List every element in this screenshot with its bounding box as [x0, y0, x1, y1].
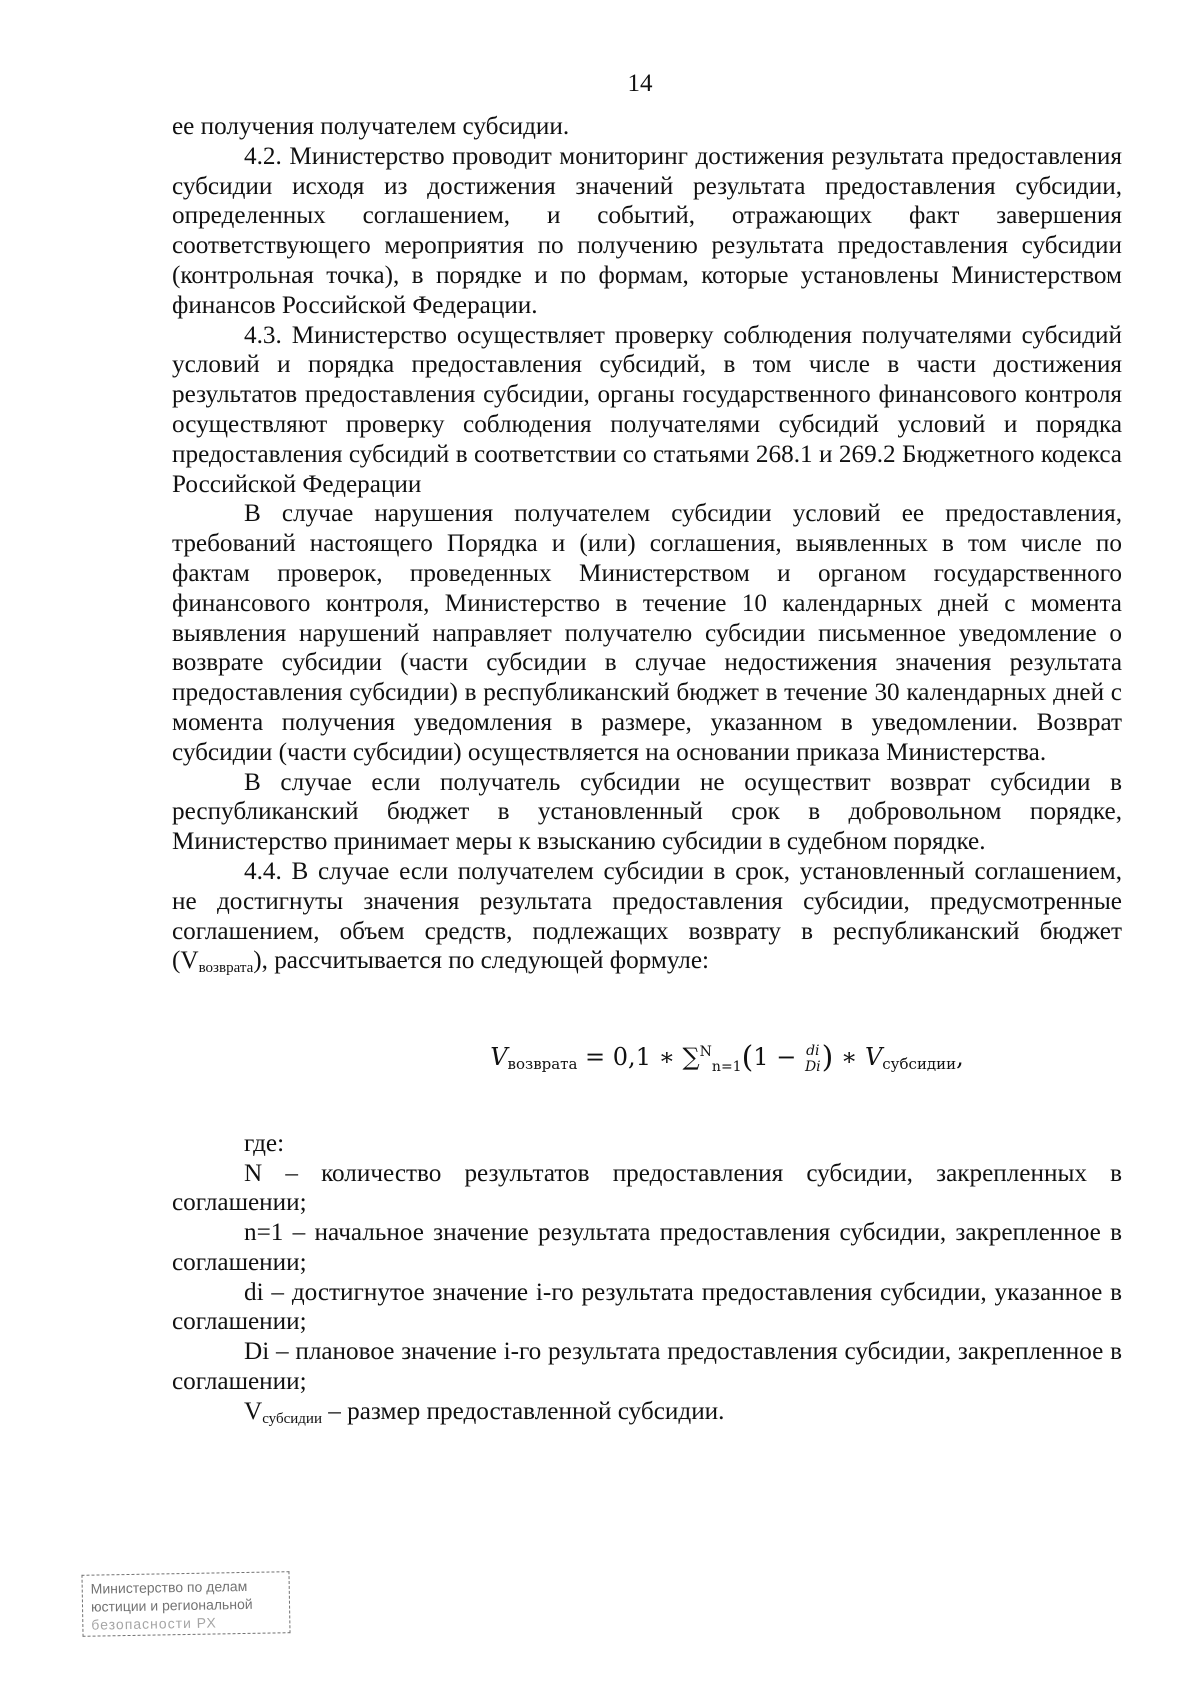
- stamp-line-2: юстиции и региональной: [90, 1595, 253, 1615]
- formula-one-minus: 1 −: [753, 1043, 804, 1072]
- paragraph-4-2: 4.2. Министерство проводит мониторинг достижения результата предоставления субсидии исходя из достижения значений результата предоставления субсидии, определенных соглашением, и событий, отражающих факт завершения соответствующего мероприятия по получению результата предоставления субсидии (контрольная точка), в порядке и по формам, которые установлены Министерством финансов Российской Федерации.: [172, 142, 1122, 319]
- formula-v-subscript: возврата: [507, 1055, 578, 1074]
- definition-Di: Di – плановое значение i-го результата предоставления субсидии, закрепленное в соглашении;: [172, 1338, 1122, 1396]
- formula-sum-upper: N: [699, 1044, 712, 1061]
- definition-di: di – достигнутое значение i-го результата предоставления субсидии, указанное в соглашении;: [172, 1278, 1122, 1336]
- definition-v-text: – размер предоставленной субсидии.: [321, 1397, 725, 1425]
- formula-equals: = 0,1 ∗: [577, 1043, 683, 1072]
- paragraph-4-4-tail: ), рассчитывается по следующей формуле:: [253, 947, 710, 975]
- formula-multiply: ∗: [833, 1043, 865, 1072]
- paragraph-4-3: 4.3. Министерство осуществляет проверку соблюдения получателями субсидий условий и порядка предоставления субсидий, в том числе в части достижения результатов предоставления субсидии, органы государственного финансового контроля осуществляют проверку соблюдения получателями субсидий условий и порядка предоставления субсидий в соответствии со статьями 268.1 и 269.2 Бюджетного кодекса Российской Федерации: [172, 321, 1122, 498]
- paragraph-court-recovery: В случае если получатель субсидии не осуществит возврат субсидии в республиканский бюджет в установленный срок в добровольном порядке, Министерство принимает меры к взысканию субсидии в судебном порядке.: [172, 768, 1122, 856]
- paragraph-4-4-text: 4.4. В случае если получателем субсидии в срок, установленный соглашением, не достигнуты значения результата предоставления субсидии, предусмотренные соглашением, объем средств, подлежащих возврату в республиканский бюджет (V: [172, 857, 1122, 975]
- registration-stamp: [81, 1571, 290, 1637]
- formula-right-paren: ): [821, 1040, 834, 1076]
- paragraph-continuation: ее получения получателем субсидии.: [172, 113, 570, 140]
- definition-n1: n=1 – начальное значение результата предоставления субсидии, закрепленное в соглашении;: [172, 1219, 1122, 1276]
- document-body: [172, 112, 1122, 1435]
- formula-numerator: di: [806, 1042, 820, 1059]
- formula-left-paren: (: [741, 1040, 754, 1076]
- formula-denominator: Di: [804, 1058, 821, 1075]
- definition-v-subscript: субсидии: [262, 1410, 322, 1427]
- stamp-line-3: безопасности РХ: [91, 1614, 217, 1633]
- definition-n: N – количество результатов предоставления субсидии, закрепленных в соглашении;: [172, 1159, 1122, 1217]
- where-label: где:: [244, 1129, 285, 1157]
- definition-v-subsidy: [172, 1397, 1122, 1435]
- formula-v-subsidy: V: [864, 1043, 883, 1072]
- formula-v-subsidy-subscript: субсидии: [882, 1055, 957, 1074]
- paragraph-4-4: [172, 857, 1122, 984]
- formula-sum-lower: n=1: [711, 1058, 742, 1075]
- stamp-line-1: Министерство по делам: [90, 1577, 248, 1597]
- page-number: 14: [627, 70, 653, 97]
- formula-v: V: [490, 1043, 508, 1072]
- paragraph-violation: В случае нарушения получателем субсидии условий ее предоставления, требований настоящего Порядка и (или) соглашения, выявленных в том числе по фактам проверок, проведенных Министерством и органом государственного финансового контроля, Министерство в течение 10 календарных дней с момента выявления нарушений направляет получателю субсидии письменное уведомление о возврате субсидии (части субсидии в случае недостижения значения результата предоставления субсидии) в республиканский бюджет в течение 30 календарных дней с момента получения уведомления в размере, указанном в уведомлении. Возврат субсидии (части субсидии) осуществляется на основании приказа Министерства.: [172, 500, 1122, 766]
- definition-v: V: [244, 1397, 263, 1425]
- formula-fraction: [805, 1043, 821, 1075]
- formula-comma: ,: [956, 1043, 964, 1072]
- formula-sum: ∑: [682, 1043, 700, 1072]
- return-formula: [172, 1038, 1122, 1083]
- v-return-subscript: возврата: [198, 960, 254, 977]
